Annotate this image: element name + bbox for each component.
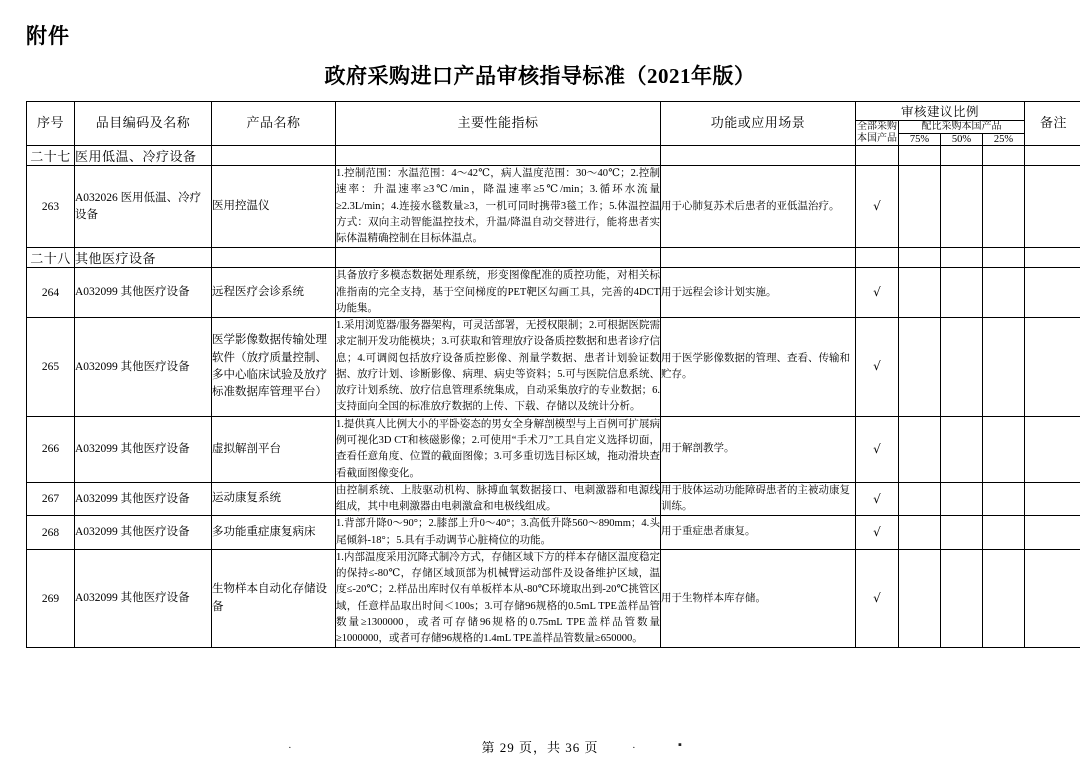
table-head	[27, 102, 1080, 146]
cell-ratio-50	[941, 549, 983, 648]
cell-ratio-all	[856, 516, 899, 550]
cell-ratio-25	[983, 166, 1025, 248]
cell-performance: 具备放疗多模态数据处理系统，形变图像配准的质控功能，对相关标准指南的完全支持，基于空间梯度的PET靶区勾画工具，完善的4DCT功能集。	[336, 268, 661, 318]
section-number: 二十八	[27, 248, 75, 268]
cell-product-name: 生物样本自动化存储设备	[212, 549, 336, 648]
cell-ratio-all	[856, 416, 899, 482]
section-row	[27, 146, 1080, 166]
footer-mark-left: ·	[288, 742, 292, 754]
check-icon: √	[873, 359, 881, 374]
check-icon: √	[873, 525, 881, 540]
cell-ratio-50	[941, 416, 983, 482]
cell-remark	[1025, 482, 1080, 516]
section-empty-cell	[661, 248, 856, 268]
cell-ratio-all	[856, 166, 899, 248]
cell-ratio-50	[941, 516, 983, 550]
cell-ratio-all	[856, 549, 899, 648]
cell-ratio-75	[899, 166, 941, 248]
cell-code-name: A032099 其他医疗设备	[75, 416, 212, 482]
cell-function: 用于心肺复苏术后患者的亚低温治疗。	[661, 166, 856, 248]
cell-product-name: 远程医疗会诊系统	[212, 268, 336, 318]
header-performance: 主要性能指标	[336, 102, 661, 146]
cell-function: 用于解剖教学。	[661, 416, 856, 482]
cell-sequence-number: 263	[27, 166, 75, 248]
section-empty-cell	[1025, 248, 1080, 268]
section-empty-cell	[661, 146, 856, 166]
cell-remark	[1025, 549, 1080, 648]
cell-performance: 1.控制范围：水温范围：4～42℃，病人温度范围：30～40℃；2.控制速率：升温速率≥3℃/min，降温速率≥5℃/min；3.循环水流量≥2.3L/min；4.连接水毯数量≥3，一机可同时携带3毯工作；5.体温控温方式：双向主动智能温控技术，升温/降温自动交替进行，能将患者实际体温精确控制在目标体温点。	[336, 166, 661, 248]
header-function: 功能或应用场景	[661, 102, 856, 146]
cell-ratio-25	[983, 549, 1025, 648]
cell-ratio-25	[983, 268, 1025, 318]
section-row	[27, 248, 1080, 268]
header-remark: 备注	[1025, 102, 1080, 146]
table-row	[27, 482, 1080, 516]
section-empty-cell	[941, 248, 983, 268]
header-seq: 序号	[27, 102, 75, 146]
cell-function: 用于肢体运动功能障碍患者的主被动康复训练。	[661, 482, 856, 516]
cell-code-name: A032026 医用低温、冷疗设备	[75, 166, 212, 248]
cell-function: 用于重症患者康复。	[661, 516, 856, 550]
section-empty-cell	[856, 146, 899, 166]
check-icon: √	[873, 591, 881, 606]
cell-performance: 1.采用浏览器/服务器架构，可灵活部署，无授权限制；2.可根据医院需求定制开发功能模块；3.可获取和管理放疗设备质控数据和患者诊疗信息；4.可调阅包括放疗设备质控影像、剂量学数据、患者计划验证数据、放疗计划、诊断影像、病理、病史等资料；5.可与医院信息系统、放疗计划系统、放疗信息管理系统集成，自动采集放疗的专业数据；6.支持面向全国的标准放疗数据的上传、下载、存储以及统计分析。	[336, 318, 661, 417]
section-empty-cell	[212, 146, 336, 166]
cell-sequence-number: 267	[27, 482, 75, 516]
header-ratio-all: 全部采购本国产品	[857, 121, 897, 144]
cell-function: 用于生物样本库存储。	[661, 549, 856, 648]
section-empty-cell	[899, 146, 941, 166]
section-empty-cell	[941, 146, 983, 166]
standards-table	[26, 101, 1080, 648]
section-empty-cell	[1025, 146, 1080, 166]
cell-performance: 由控制系统、上肢驱动机构、脉搏血氧数据接口、电刺激器和电源线组成，其中电刺激器由电刺激盒和电极线组成。	[336, 482, 661, 516]
cell-ratio-75	[899, 416, 941, 482]
cell-ratio-75	[899, 268, 941, 318]
cell-ratio-all	[856, 318, 899, 417]
cell-sequence-number: 265	[27, 318, 75, 417]
cell-code-name: A032099 其他医疗设备	[75, 482, 212, 516]
cell-ratio-25	[983, 482, 1025, 516]
header-row-1	[27, 102, 1080, 121]
cell-product-name: 多功能重症康复病床	[212, 516, 336, 550]
header-ratio-match-group: 配比采购本国产品	[899, 121, 1025, 134]
cell-sequence-number: 266	[27, 416, 75, 482]
footer-mark-right-b: ▪	[678, 739, 682, 751]
cell-ratio-75	[899, 482, 941, 516]
cell-sequence-number: 269	[27, 549, 75, 648]
check-icon: √	[873, 441, 881, 456]
section-empty-cell	[336, 248, 661, 268]
cell-sequence-number: 264	[27, 268, 75, 318]
cell-remark	[1025, 268, 1080, 318]
section-number: 二十七	[27, 146, 75, 166]
cell-ratio-25	[983, 318, 1025, 417]
header-product-name: 产品名称	[212, 102, 336, 146]
cell-ratio-25	[983, 516, 1025, 550]
table-row	[27, 549, 1080, 648]
cell-product-name: 医用控温仪	[212, 166, 336, 248]
section-empty-cell	[856, 248, 899, 268]
cell-product-name: 医学影像数据传输处理软件（放疗质量控制、多中心临床试验及放疗标准数据库管理平台）	[212, 318, 336, 417]
section-name: 其他医疗设备	[75, 248, 212, 268]
cell-ratio-25	[983, 416, 1025, 482]
section-empty-cell	[212, 248, 336, 268]
table-row	[27, 318, 1080, 417]
cell-performance: 1.背部升降0～90°；2.膝部上升0～40°；3.高低升降560～890mm；4.头尾倾斜-18°；5.具有手动调节心脏椅位的功能。	[336, 516, 661, 550]
table-row	[27, 166, 1080, 248]
cell-code-name: A032099 其他医疗设备	[75, 318, 212, 417]
cell-sequence-number: 268	[27, 516, 75, 550]
cell-ratio-50	[941, 166, 983, 248]
standards-table-container	[26, 101, 1068, 648]
table-row	[27, 268, 1080, 318]
check-icon: √	[873, 199, 881, 214]
header-ratio-25: 25%	[983, 134, 1025, 146]
cell-remark	[1025, 516, 1080, 550]
cell-ratio-all	[856, 268, 899, 318]
header-ratio-75: 75%	[899, 134, 941, 146]
cell-function: 用于远程会诊计划实施。	[661, 268, 856, 318]
header-code-name: 品目编码及名称	[75, 102, 212, 146]
table-body	[27, 146, 1080, 648]
cell-performance: 1.提供真人比例大小的平卧姿态的男女全身解剖模型与上百例可扩展病例可视化3D CT和核磁影像；2.可使用“手术刀”工具自定义选择切面，查看任意角度、位置的截面图像；3.可多重切选目标区域，拖动滑块查看截面图像变化。	[336, 416, 661, 482]
cell-code-name: A032099 其他医疗设备	[75, 549, 212, 648]
cell-product-name: 运动康复系统	[212, 482, 336, 516]
cell-ratio-all	[856, 482, 899, 516]
cell-ratio-75	[899, 549, 941, 648]
attachment-label: 附件	[26, 24, 70, 48]
cell-ratio-50	[941, 482, 983, 516]
page-title: 政府采购进口产品审核指导标准（2021年版）	[324, 64, 756, 88]
cell-code-name: A032099 其他医疗设备	[75, 516, 212, 550]
section-empty-cell	[899, 248, 941, 268]
cell-product-name: 虚拟解剖平台	[212, 416, 336, 482]
header-ratio-50: 50%	[941, 134, 983, 146]
cell-ratio-50	[941, 268, 983, 318]
cell-remark	[1025, 416, 1080, 482]
check-icon: √	[873, 491, 881, 506]
cell-function: 用于医学影像数据的管理、查看、传输和贮存。	[661, 318, 856, 417]
page-footer: 第 29 页，共 36 页	[481, 740, 599, 755]
cell-ratio-50	[941, 318, 983, 417]
footer-mark-right-a: ·	[632, 742, 636, 754]
check-icon: √	[873, 285, 881, 300]
cell-code-name: A032099 其他医疗设备	[75, 268, 212, 318]
section-name: 医用低温、冷疗设备	[75, 146, 212, 166]
table-row	[27, 516, 1080, 550]
table-row	[27, 416, 1080, 482]
cell-remark	[1025, 166, 1080, 248]
section-empty-cell	[983, 248, 1025, 268]
section-empty-cell	[983, 146, 1025, 166]
cell-ratio-75	[899, 318, 941, 417]
section-empty-cell	[336, 146, 661, 166]
header-ratio-group: 审核建议比例	[856, 102, 1025, 121]
cell-remark	[1025, 318, 1080, 417]
cell-ratio-75	[899, 516, 941, 550]
cell-performance: 1.内部温度采用沉降式制冷方式，存储区域下方的样本存储区温度稳定的保持≤-80℃，存储区域顶部为机械臂运动部件及设备维护区域，温度≤-20℃；2.样品出库时仅有单板样本从-80℃环境取出到-20℃挑管区域，任意样品取出时间＜100s；3.可存储96规格的0.5mL TPE盖样品管数量≥1300000，或者可存储96规格的0.75mL TPE盖样品管数量≥1000000，或者可存储96规格的1.4mL TPE盖样品管数量≥650000。	[336, 549, 661, 648]
